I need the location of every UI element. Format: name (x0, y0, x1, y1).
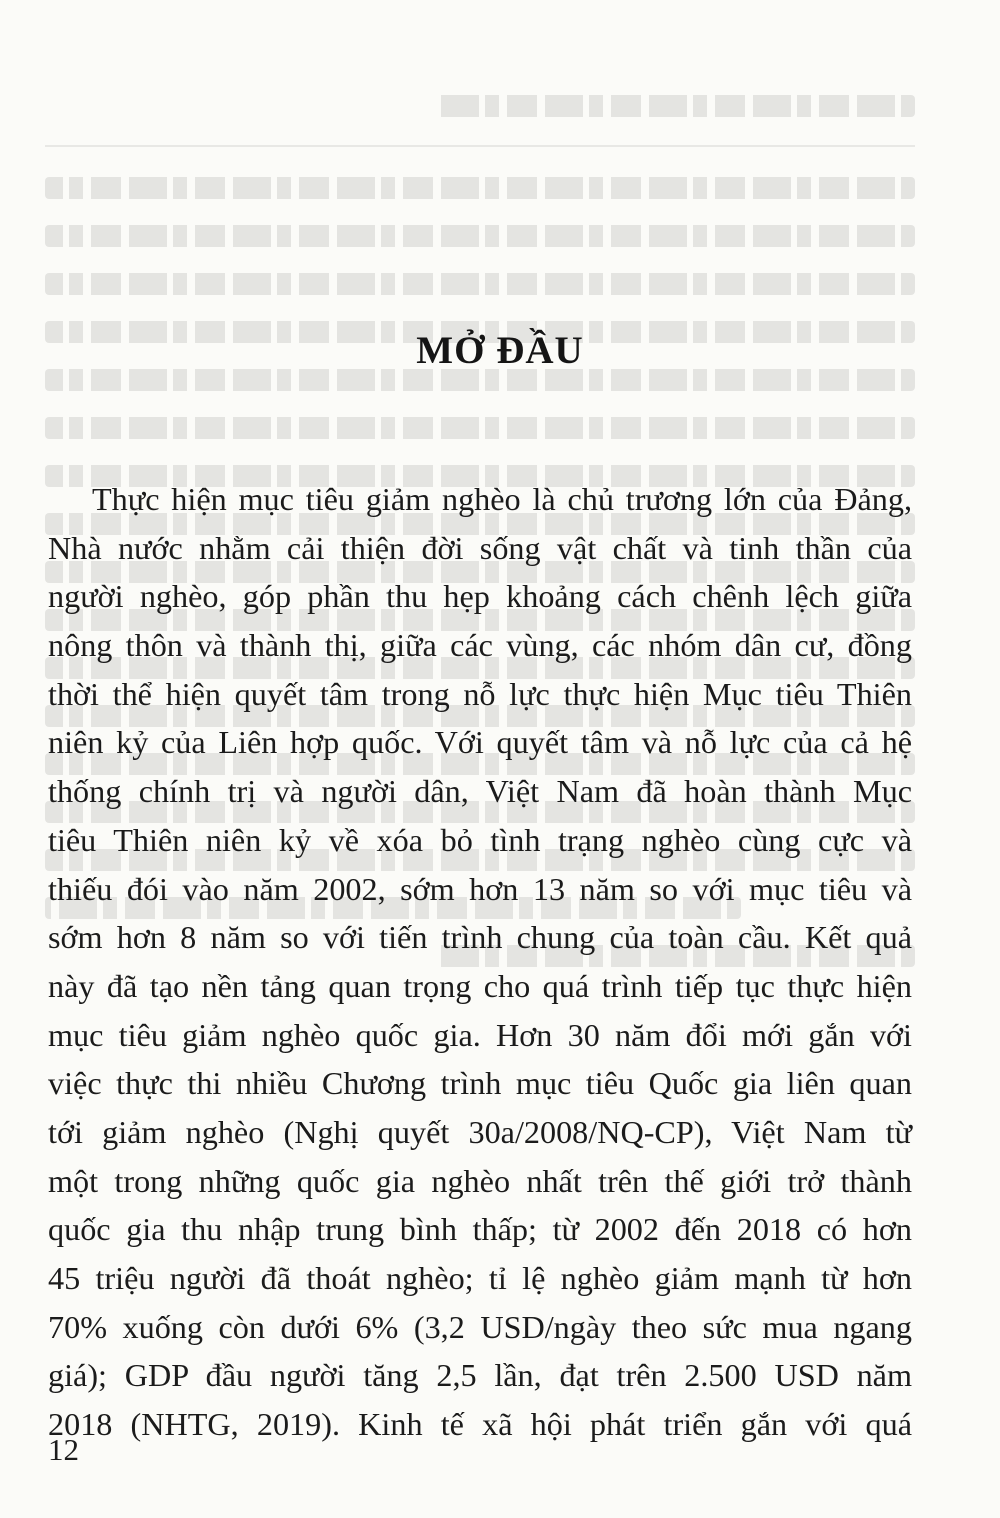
paragraph-line: tiêu Thiên niên kỷ về xóa bỏ tình trạng nghèo cùng cực và (48, 821, 912, 858)
paragraph-line: Nhà nước nhằm cải thiện đời sống vật chất và tinh thần của (48, 529, 912, 566)
paragraph-line: một trong những quốc gia nghèo nhất trên thế giới trở thành (48, 1162, 912, 1199)
paragraph-line: thống chính trị và người dân, Việt Nam đã hoàn thành Mục (48, 773, 912, 810)
body-paragraph (48, 475, 912, 1449)
paragraph-line: niên kỷ của Liên hợp quốc. Với quyết tâm và nỗ lực của cả hệ (48, 724, 912, 761)
paragraph-line: giá); GDP đầu người tăng 2,5 lần, đạt trên 2.500 USD năm (48, 1357, 912, 1394)
paragraph-line: nông thôn và thành thị, giữa các vùng, các nhóm dân cư, đồng (48, 627, 912, 664)
paragraph-line: 2018 (NHTG, 2019). Kinh tế xã hội phát triển gắn với quá (48, 1406, 912, 1443)
paragraph-line: này đã tạo nền tảng quan trọng cho quá trình tiếp tục thực hiện (48, 967, 912, 1004)
paragraph-line: quốc gia thu nhập trung bình thấp; từ 2002 đến 2018 có hơn (48, 1211, 912, 1248)
paragraph-line: việc thực thi nhiều Chương trình mục tiêu Quốc gia liên quan (48, 1065, 912, 1102)
paragraph-line: 45 triệu người đã thoát nghèo; tỉ lệ nghèo giảm mạnh từ hơn (48, 1260, 912, 1296)
chapter-heading: MỞ ĐẦU (416, 329, 584, 372)
paragraph-line: Thực hiện mục tiêu giảm nghèo là chủ trương lớn của Đảng, (92, 481, 912, 517)
paragraph-line: 70% xuống còn dưới 6% (3,2 USD/ngày theo sức mua ngang (48, 1308, 912, 1345)
paragraph-line: thiếu đói vào năm 2002, sớm hơn 13 năm so với mục tiêu và (48, 870, 912, 907)
paragraph-line: thời thể hiện quyết tâm trong nỗ lực thực hiện Mục tiêu Thiên (48, 675, 912, 712)
paragraph-line: tới giảm nghèo (Nghị quyết 30a/2008/NQ-CP), Việt Nam từ (48, 1113, 912, 1150)
paragraph-line: sớm hơn 8 năm so với tiến trình chung của toàn cầu. Kết quả (48, 919, 912, 956)
paragraph-line: người nghèo, góp phần thu hẹp khoảng cách chênh lệch giữa (48, 578, 912, 615)
paragraph-line: mục tiêu giảm nghèo quốc gia. Hơn 30 năm đổi mới gắn với (48, 1016, 912, 1053)
page-number: 12 (48, 1432, 79, 1467)
